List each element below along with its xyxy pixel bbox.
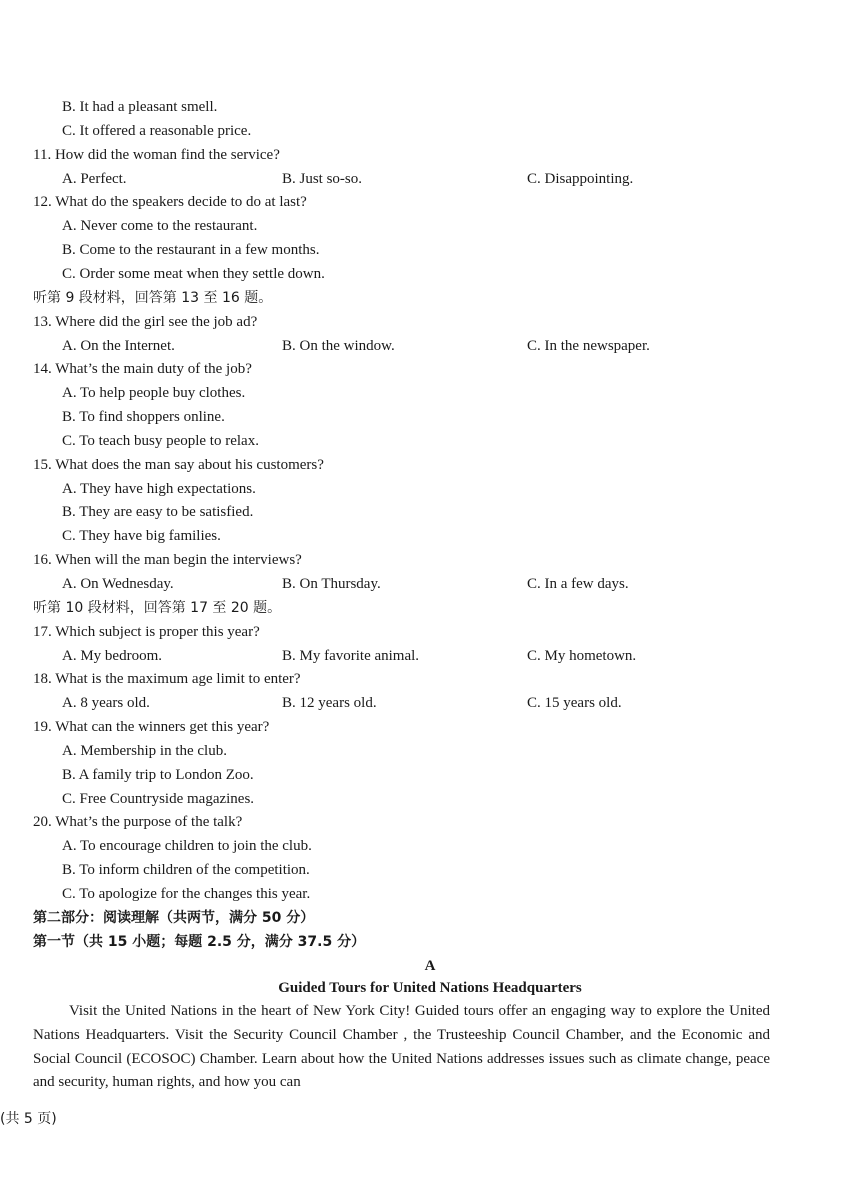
- q20-option-b: B. To inform children of the competition.: [62, 862, 310, 878]
- q17-stem: 17. Which subject is proper this year?: [33, 624, 260, 640]
- q11-stem: 11. How did the woman find the service?: [33, 147, 280, 163]
- q10-option-b: B. It had a pleasant smell.: [62, 99, 218, 115]
- passage-title: Guided Tours for United Nations Headquarters: [278, 980, 582, 996]
- q12-option-b: B. Come to the restaurant in a few months.: [62, 242, 320, 258]
- q20-option-c: C. To apologize for the changes this year.: [62, 886, 311, 902]
- q14-option-b: B. To find shoppers online.: [62, 409, 225, 425]
- q16-option-b: B. On Thursday.: [282, 576, 381, 592]
- q12-option-c: C. Order some meat when they settle down.: [62, 266, 325, 282]
- q15-stem: 15. What does the man say about his customers?: [33, 457, 324, 473]
- q15-option-a: A. They have high expectations.: [62, 481, 256, 497]
- q10-option-c: C. It offered a reasonable price.: [62, 123, 252, 139]
- q14-stem: 14. What’s the main duty of the job?: [33, 361, 252, 377]
- q14-option-c: C. To teach busy people to relax.: [62, 433, 259, 449]
- q12-stem: 12. What do the speakers decide to do at last?: [33, 194, 307, 210]
- q18-option-a: A. 8 years old.: [62, 695, 150, 711]
- q11-option-a: A. Perfect.: [62, 171, 127, 187]
- q17-option-b: B. My favorite animal.: [282, 648, 420, 664]
- q13-stem: 13. Where did the girl see the job ad?: [33, 314, 258, 330]
- page-footer: (共 5 页): [0, 1111, 57, 1127]
- section-1-heading: 第一节（共 15 小题；每题 2.5 分，满分 37.5 分）: [33, 934, 366, 950]
- q16-option-a: A. On Wednesday.: [62, 576, 174, 592]
- section-9-instruction: 听第 9 段材料，回答第 13 至 16 题。: [33, 290, 273, 306]
- q19-option-a: A. Membership in the club.: [62, 743, 227, 759]
- passage-letter: A: [424, 958, 436, 974]
- q20-stem: 20. What’s the purpose of the talk?: [33, 814, 243, 830]
- q14-option-a: A. To help people buy clothes.: [62, 385, 246, 401]
- q18-stem: 18. What is the maximum age limit to enter?: [33, 671, 301, 687]
- q18-option-b: B. 12 years old.: [282, 695, 377, 711]
- q18-option-c: C. 15 years old.: [527, 695, 622, 711]
- q16-stem: 16. When will the man begin the interviews?: [33, 552, 302, 568]
- q19-option-b: B. A family trip to London Zoo.: [62, 767, 254, 783]
- q17-option-c: C. My hometown.: [527, 648, 637, 664]
- q13-option-a: A. On the Internet.: [62, 338, 175, 354]
- q20-option-a: A. To encourage children to join the club.: [62, 838, 312, 854]
- q15-option-b: B. They are easy to be satisfied.: [62, 504, 254, 520]
- q19-stem: 19. What can the winners get this year?: [33, 719, 270, 735]
- part-2-heading: 第二部分：阅读理解（共两节，满分 50 分）: [33, 910, 315, 926]
- q17-option-a: A. My bedroom.: [62, 648, 162, 664]
- q15-option-c: C. They have big families.: [62, 528, 221, 544]
- q13-option-b: B. On the window.: [282, 338, 395, 354]
- q11-option-b: B. Just so-so.: [282, 171, 363, 187]
- q13-option-c: C. In the newspaper.: [527, 338, 650, 354]
- q11-option-c: C. Disappointing.: [527, 171, 634, 187]
- section-10-instruction: 听第 10 段材料，回答第 17 至 20 题。: [33, 600, 282, 616]
- passage-paragraph: Visit the United Nations in the heart of New York City! Guided tours offer an engaging way to explore the United Nations Headquarters. Visit the Security Council Chamber , the Trusteeship Council Chamber, and the Economic and Social Council (ECOSOC) Chamber. Learn about how the United Nations addresses issues such as climate change, peace and security, human rights, and how you can: [33, 1003, 770, 1091]
- q12-option-a: A. Never come to the restaurant.: [62, 218, 258, 234]
- q16-option-c: C. In a few days.: [527, 576, 629, 592]
- q19-option-c: C. Free Countryside magazines.: [62, 791, 255, 807]
